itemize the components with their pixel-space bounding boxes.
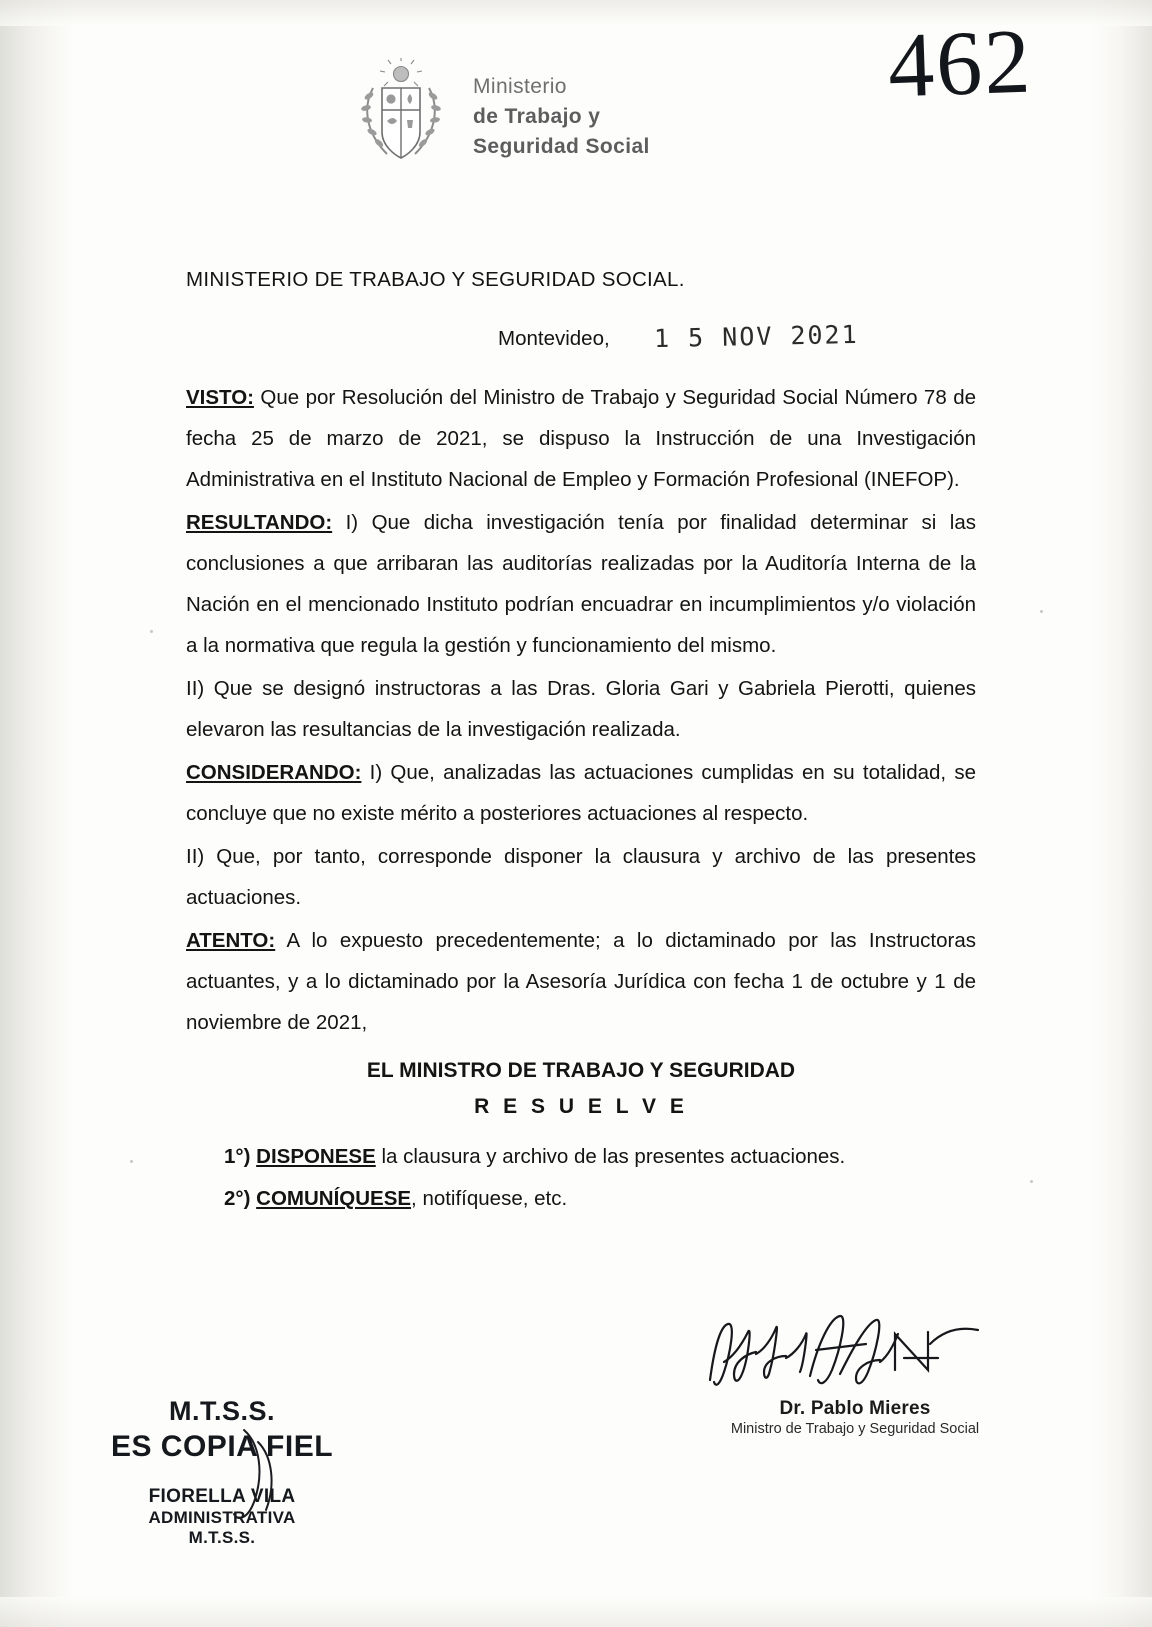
stamp-line-5: M.T.S.S.	[188, 1528, 256, 1547]
folio-number: 462	[886, 9, 1034, 117]
considerando-label: CONSIDERANDO:	[186, 761, 362, 784]
stamp-line-4: ADMINISTRATIVA	[148, 1508, 296, 1527]
item-1-number: 1°)	[224, 1145, 251, 1168]
paragraph-resultando-ii: II) Que se designó instructoras a las Dras. Gloria Gari y Gabriela Pierotti, quienes elevaron las resultancias de la investigación realizada.	[186, 677, 976, 741]
page-shadow-left	[0, 0, 74, 1627]
authority-line: EL MINISTRO DE TRABAJO Y SEGURIDAD	[366, 1059, 796, 1082]
resultando-i-text: I) Que dicha investigación tenía por finalidad determinar si las conclusiones a que arribaran las auditorías realizadas por la Auditoría Interna de la Nación en el mencionado Instituto podrían encuadrar en incumplimientos y/o violación a la normativa que regula la gestión y funcionamiento del mismo.	[186, 511, 976, 657]
item-1-text: la clausura y archivo de las presentes actuaciones.	[375, 1145, 846, 1168]
signer-title: Ministro de Trabajo y Seguridad Social	[730, 1421, 980, 1437]
page-shadow-right	[1092, 0, 1152, 1627]
paragraph-atento	[186, 920, 976, 1043]
item-1-keyword: DISPONESE	[256, 1145, 376, 1168]
considerando-i-text: I) Que, analizadas las actuaciones cumplidas en su totalidad, se concluye que no existe mérito a posteriores actuaciones al respecto.	[186, 761, 976, 825]
item-2-keyword: COMUNÍQUESE	[256, 1187, 412, 1210]
visto-label: VISTO:	[186, 386, 254, 409]
stamp-line-3: FIORELLA VILA	[148, 1486, 296, 1507]
page-shadow-bottom	[0, 1597, 1152, 1627]
ministry-name	[473, 72, 650, 161]
item-2-number: 2°)	[224, 1187, 251, 1210]
scan-speck	[130, 1160, 133, 1163]
paragraph-resultando-i	[186, 502, 976, 666]
letterhead	[355, 58, 650, 176]
paragraph-considerando-ii: II) Que, por tanto, corresponde disponer la clausura y archivo de las presentes actuaciones.	[186, 845, 976, 909]
paragraph-visto	[186, 377, 976, 500]
signature-block	[690, 1310, 1020, 1437]
paragraph-considerando-i	[186, 752, 976, 834]
stamp-line-2: ES COPIA FIEL	[110, 1430, 334, 1463]
ministry-line-3: Seguridad Social	[473, 134, 650, 158]
ministry-line-1: Ministerio	[473, 75, 567, 99]
item-2-text: , notifíquese, etc.	[411, 1187, 568, 1210]
document-heading: MINISTERIO DE TRABAJO Y SEGURIDAD SOCIAL.	[186, 268, 685, 291]
uruguay-coat-of-arms-icon	[355, 58, 447, 176]
city-label: Montevideo,	[498, 327, 610, 350]
ministry-line-2: de Trabajo y	[473, 105, 601, 129]
document-body	[186, 268, 976, 1221]
date-line	[498, 319, 976, 354]
scan-speck	[150, 630, 153, 633]
handwritten-signature-icon	[690, 1310, 1020, 1396]
date-stamp: 1 5 NOV 2021	[653, 319, 859, 354]
atento-text: A lo expuesto precedentemente; a lo dictaminado por las Instructoras actuantes, y a lo dictaminado por la Asesoría Jurídica con fecha 1 de octubre y 1 de noviembre de 2021,	[186, 929, 976, 1034]
scan-speck	[1030, 1180, 1033, 1183]
visto-text: Que por Resolución del Ministro de Trabajo y Seguridad Social Número 78 de fecha 25 de marzo de 2021, se dispuso la Instrucción de una Investigación Administrativa en el Instituto Nacional de Empleo y Formación Profesional (INEFOP).	[186, 386, 976, 491]
scan-speck	[1040, 610, 1043, 613]
resolution-item-2	[224, 1179, 976, 1219]
atento-label: ATENTO:	[186, 929, 276, 952]
certified-copy-stamp	[92, 1396, 352, 1548]
resolution-item-1	[224, 1137, 976, 1177]
resuelve-label: R E S U E L V E	[474, 1095, 688, 1118]
signer-name: Dr. Pablo Mieres	[779, 1398, 931, 1419]
stamp-line-1: M.T.S.S.	[168, 1396, 275, 1426]
resultando-label: RESULTANDO:	[186, 511, 333, 534]
